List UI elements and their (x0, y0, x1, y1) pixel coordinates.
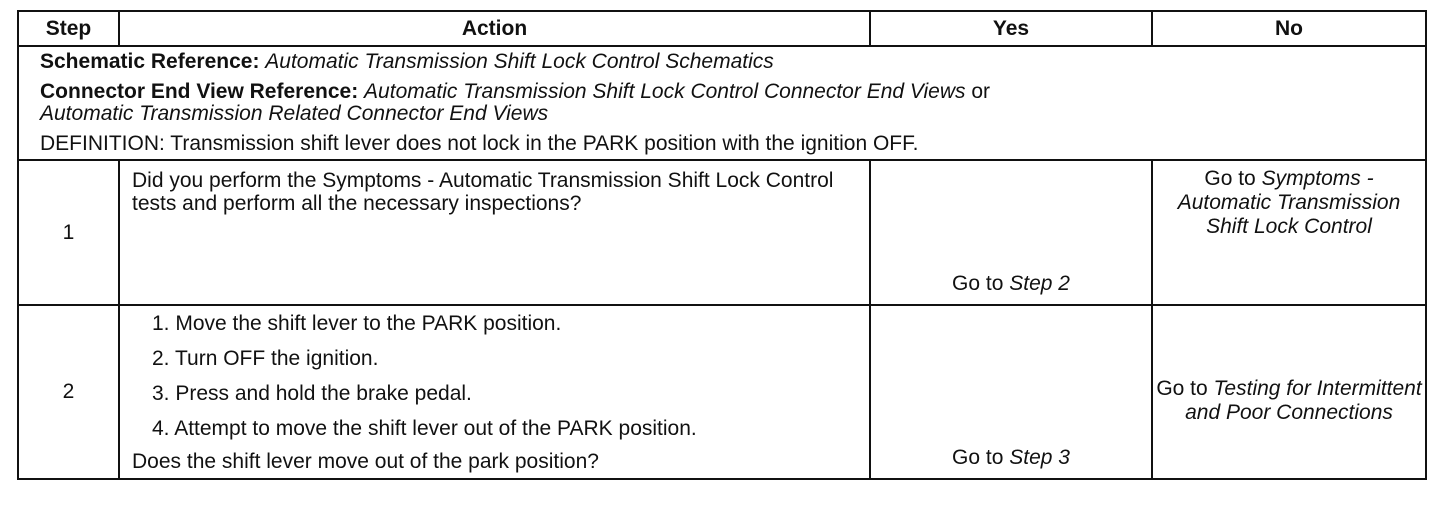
list-item: 4. Attempt to move the shift lever out of the PARK position. (152, 417, 697, 440)
connector-reference-link-1[interactable]: Automatic Transmission Shift Lock Control Connector End Views (364, 80, 966, 103)
header-no: No (1152, 11, 1426, 46)
list-item: 3. Press and hold the brake pedal. (152, 382, 472, 405)
no-step-link[interactable]: Testing for Intermittent and Poor Connections (1185, 377, 1422, 424)
header-yes: Yes (870, 11, 1152, 46)
action-cell (119, 305, 870, 479)
no-step-link[interactable]: Symptoms - Automatic Transmission Shift Lock Control (1177, 167, 1401, 238)
connector-reference-label: Connector End View Reference: (40, 80, 359, 103)
reference-row (18, 46, 1426, 160)
schematic-reference-label: Schematic Reference: (40, 50, 260, 73)
yes-prefix: Go to (952, 446, 1004, 469)
action-text: Did you perform the Symptoms - Automatic Transmission Shift Lock Control tests and perform all the necessary inspections? (119, 160, 870, 305)
header-action: Action (119, 11, 870, 46)
yes-prefix: Go to (952, 272, 1004, 295)
no-cell (1152, 305, 1426, 479)
schematic-reference (40, 51, 1425, 73)
connector-reference-link-2[interactable]: Automatic Transmission Related Connector End Views (40, 102, 549, 125)
table-row (18, 160, 1426, 305)
action-steps-list (132, 306, 861, 446)
reference-cell (18, 46, 1426, 160)
yes-cell (870, 305, 1152, 479)
table-row (18, 305, 1426, 479)
yes-step-link[interactable]: Step 3 (1009, 446, 1070, 469)
header-row (18, 11, 1426, 46)
list-item: 1. Move the shift lever to the PARK position. (152, 312, 562, 335)
no-cell (1152, 160, 1426, 305)
no-prefix: Go to (1204, 167, 1256, 190)
header-step: Step (18, 11, 119, 46)
diagnostic-table (17, 10, 1427, 480)
list-item: 2. Turn OFF the ignition. (152, 347, 379, 370)
yes-step-link[interactable]: Step 2 (1009, 272, 1070, 295)
step-number: 1 (18, 160, 119, 305)
action-question: Does the shift lever move out of the park position? (132, 450, 599, 473)
step-number: 2 (18, 305, 119, 479)
schematic-reference-link[interactable]: Automatic Transmission Shift Lock Control Schematics (265, 50, 774, 73)
definition-text: DEFINITION: Transmission shift lever does not lock in the PARK position with the ignition OFF. (40, 132, 919, 155)
connector-reference-or: or (971, 80, 991, 103)
connector-reference (40, 81, 1425, 125)
yes-cell (870, 160, 1152, 305)
no-prefix: Go to (1156, 377, 1208, 400)
